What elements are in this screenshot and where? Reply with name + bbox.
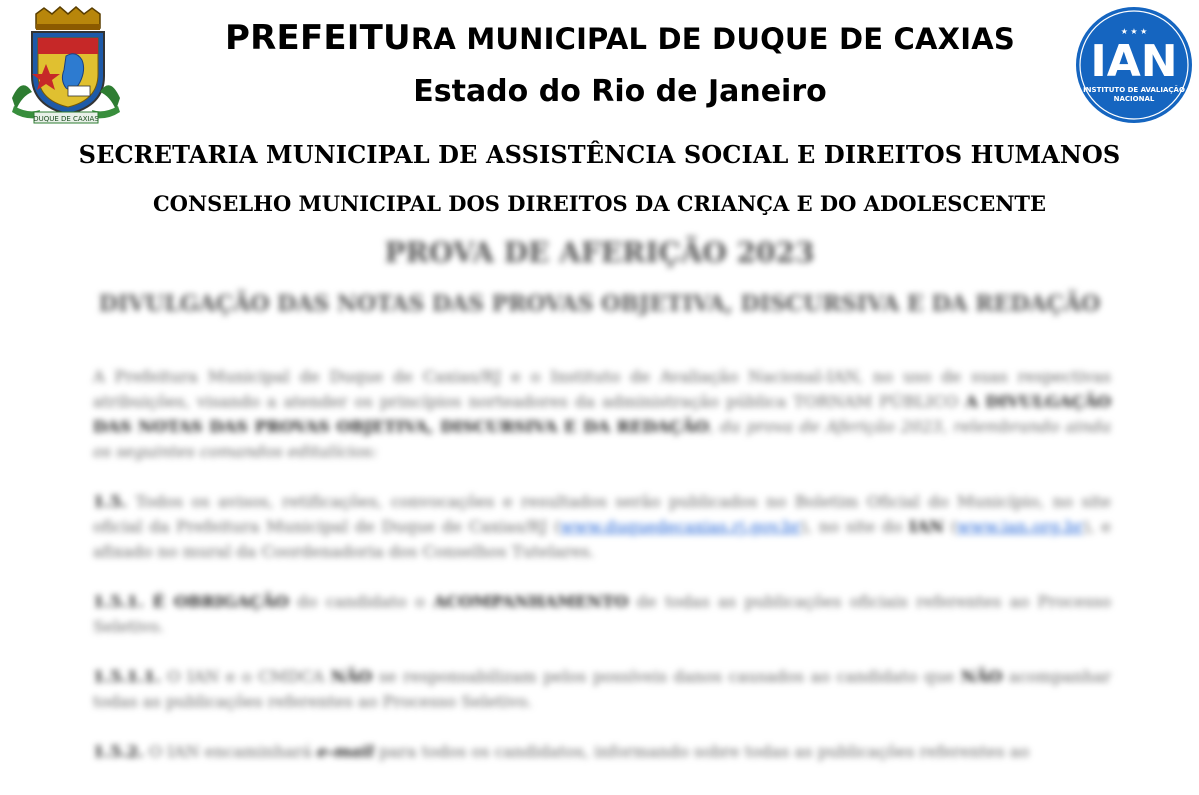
p3-bold-2: ACOMPANHAMENTO [433,592,629,611]
p4-text-a: O IAN e o CMDCA [160,667,331,686]
p2-text-b: ), no site do [800,517,909,536]
item-number-1-5-1-1: 1.5.1.1. [93,667,161,686]
p2-ian-bold: IAN [908,517,944,536]
ian-site-link[interactable]: www.ian.org.br [956,517,1084,536]
ian-logo-text: IAN [1090,36,1178,87]
paragraph-1-5-2 [93,739,1111,764]
intro-text-a: A Prefeitura Municipal de Duque de Caxias/RJ e o Instituto de Avaliação Nacional-IAN, no uso de suas respectivas atribuições, visando a atender os princípios norteadores da administração pública TORNAM PÚBLICO [93,367,1111,411]
municipal-crest-icon [8,6,124,126]
paragraph-intro [93,364,1111,464]
secretaria-heading: SECRETARIA MUNICIPAL DE ASSISTÊNCIA SOCIAL E DIREITOS HUMANOS [78,140,1121,169]
p4-bold-2: NÃO [960,667,1003,686]
ian-logo-icon [1073,4,1195,126]
paragraph-1-5-1 [93,589,1111,639]
divulgacao-title: DIVULGAÇÃO DAS NOTAS DAS PROVAS OBJETIVA, DISCURSIVA E DA REDAÇÃO [98,291,1101,317]
intro-text-c: , da prova de Aferição 2023, relembrando ainda os seguintes comandos editalícios: [93,417,1111,461]
p5-text-a: O IAN encaminhará [143,742,317,761]
item-number-1-5-1: 1.5.1. [93,592,144,611]
p2-text-a: Todos os avisos, retificações, convocações e resultados serão publicados no Boletim Oficial do Município, no site oficial da Prefeitura Municipal de Duque de Caxias/RJ ( [93,492,1111,536]
p5-email-italic: e-mail [316,742,374,761]
prova-title: PROVA DE AFERIÇÃO 2023 [384,236,815,269]
paragraph-1-5-1-1 [93,664,1111,714]
p3-text-c: de todas as publicações oficiais referentes ao Processo Seletivo. [93,592,1111,636]
crest-ribbon-text: DUQUE DE CAXIAS [33,115,99,123]
prefeitura-title-big: PREFEITU [225,18,411,58]
estado-title: Estado do Rio de Janeiro [413,74,827,109]
item-number-1-5-2: 1.5.2. [93,742,144,761]
ian-logo-stars: ★ ★ ★ [1120,27,1148,36]
p4-bold-1: NÃO [330,667,373,686]
prefeitura-title-small: RA MUNICIPAL DE DUQUE DE CAXIAS [410,22,1015,56]
document-body [93,364,1111,789]
ian-logo-subtitle-2: NACIONAL [1113,95,1155,103]
item-number-1-5: 1.5. [93,492,127,511]
p5-text-b: para todos os candidatos, informando sobre todas as publicações referentes ao [373,742,1030,761]
p4-text-c: se responsabilizam pelos possíveis danos causados ao candidato que [372,667,961,686]
p3-bold-1: É OBRIGAÇÃO [143,592,289,611]
conselho-heading: CONSELHO MUNICIPAL DOS DIREITOS DA CRIANÇA E DO ADOLESCENTE [152,191,1047,216]
prefeitura-site-link[interactable]: www.duquedecaxias.rj.gov.br [560,517,801,536]
intro-text-bold: A DIVULGAÇÃO DAS NOTAS DAS PROVAS OBJETIVA, DISCURSIVA E DA REDAÇÃO [93,392,1111,436]
p4-text-d: acompanhar todas as publicações referentes ao Processo Seletivo. [93,667,1111,711]
prefeitura-title [120,18,1120,58]
document-header [0,0,1199,130]
ian-logo-subtitle-1: INSTITUTO DE AVALIAÇÃO [1083,86,1185,94]
p2-text-c: ( [943,517,957,536]
p2-text-d: ), e afixado no mural da Coordenadoria dos Conselhos Tutelares. [93,517,1111,561]
p3-text-a: do candidato o [288,592,434,611]
paragraph-1-5 [93,489,1111,564]
